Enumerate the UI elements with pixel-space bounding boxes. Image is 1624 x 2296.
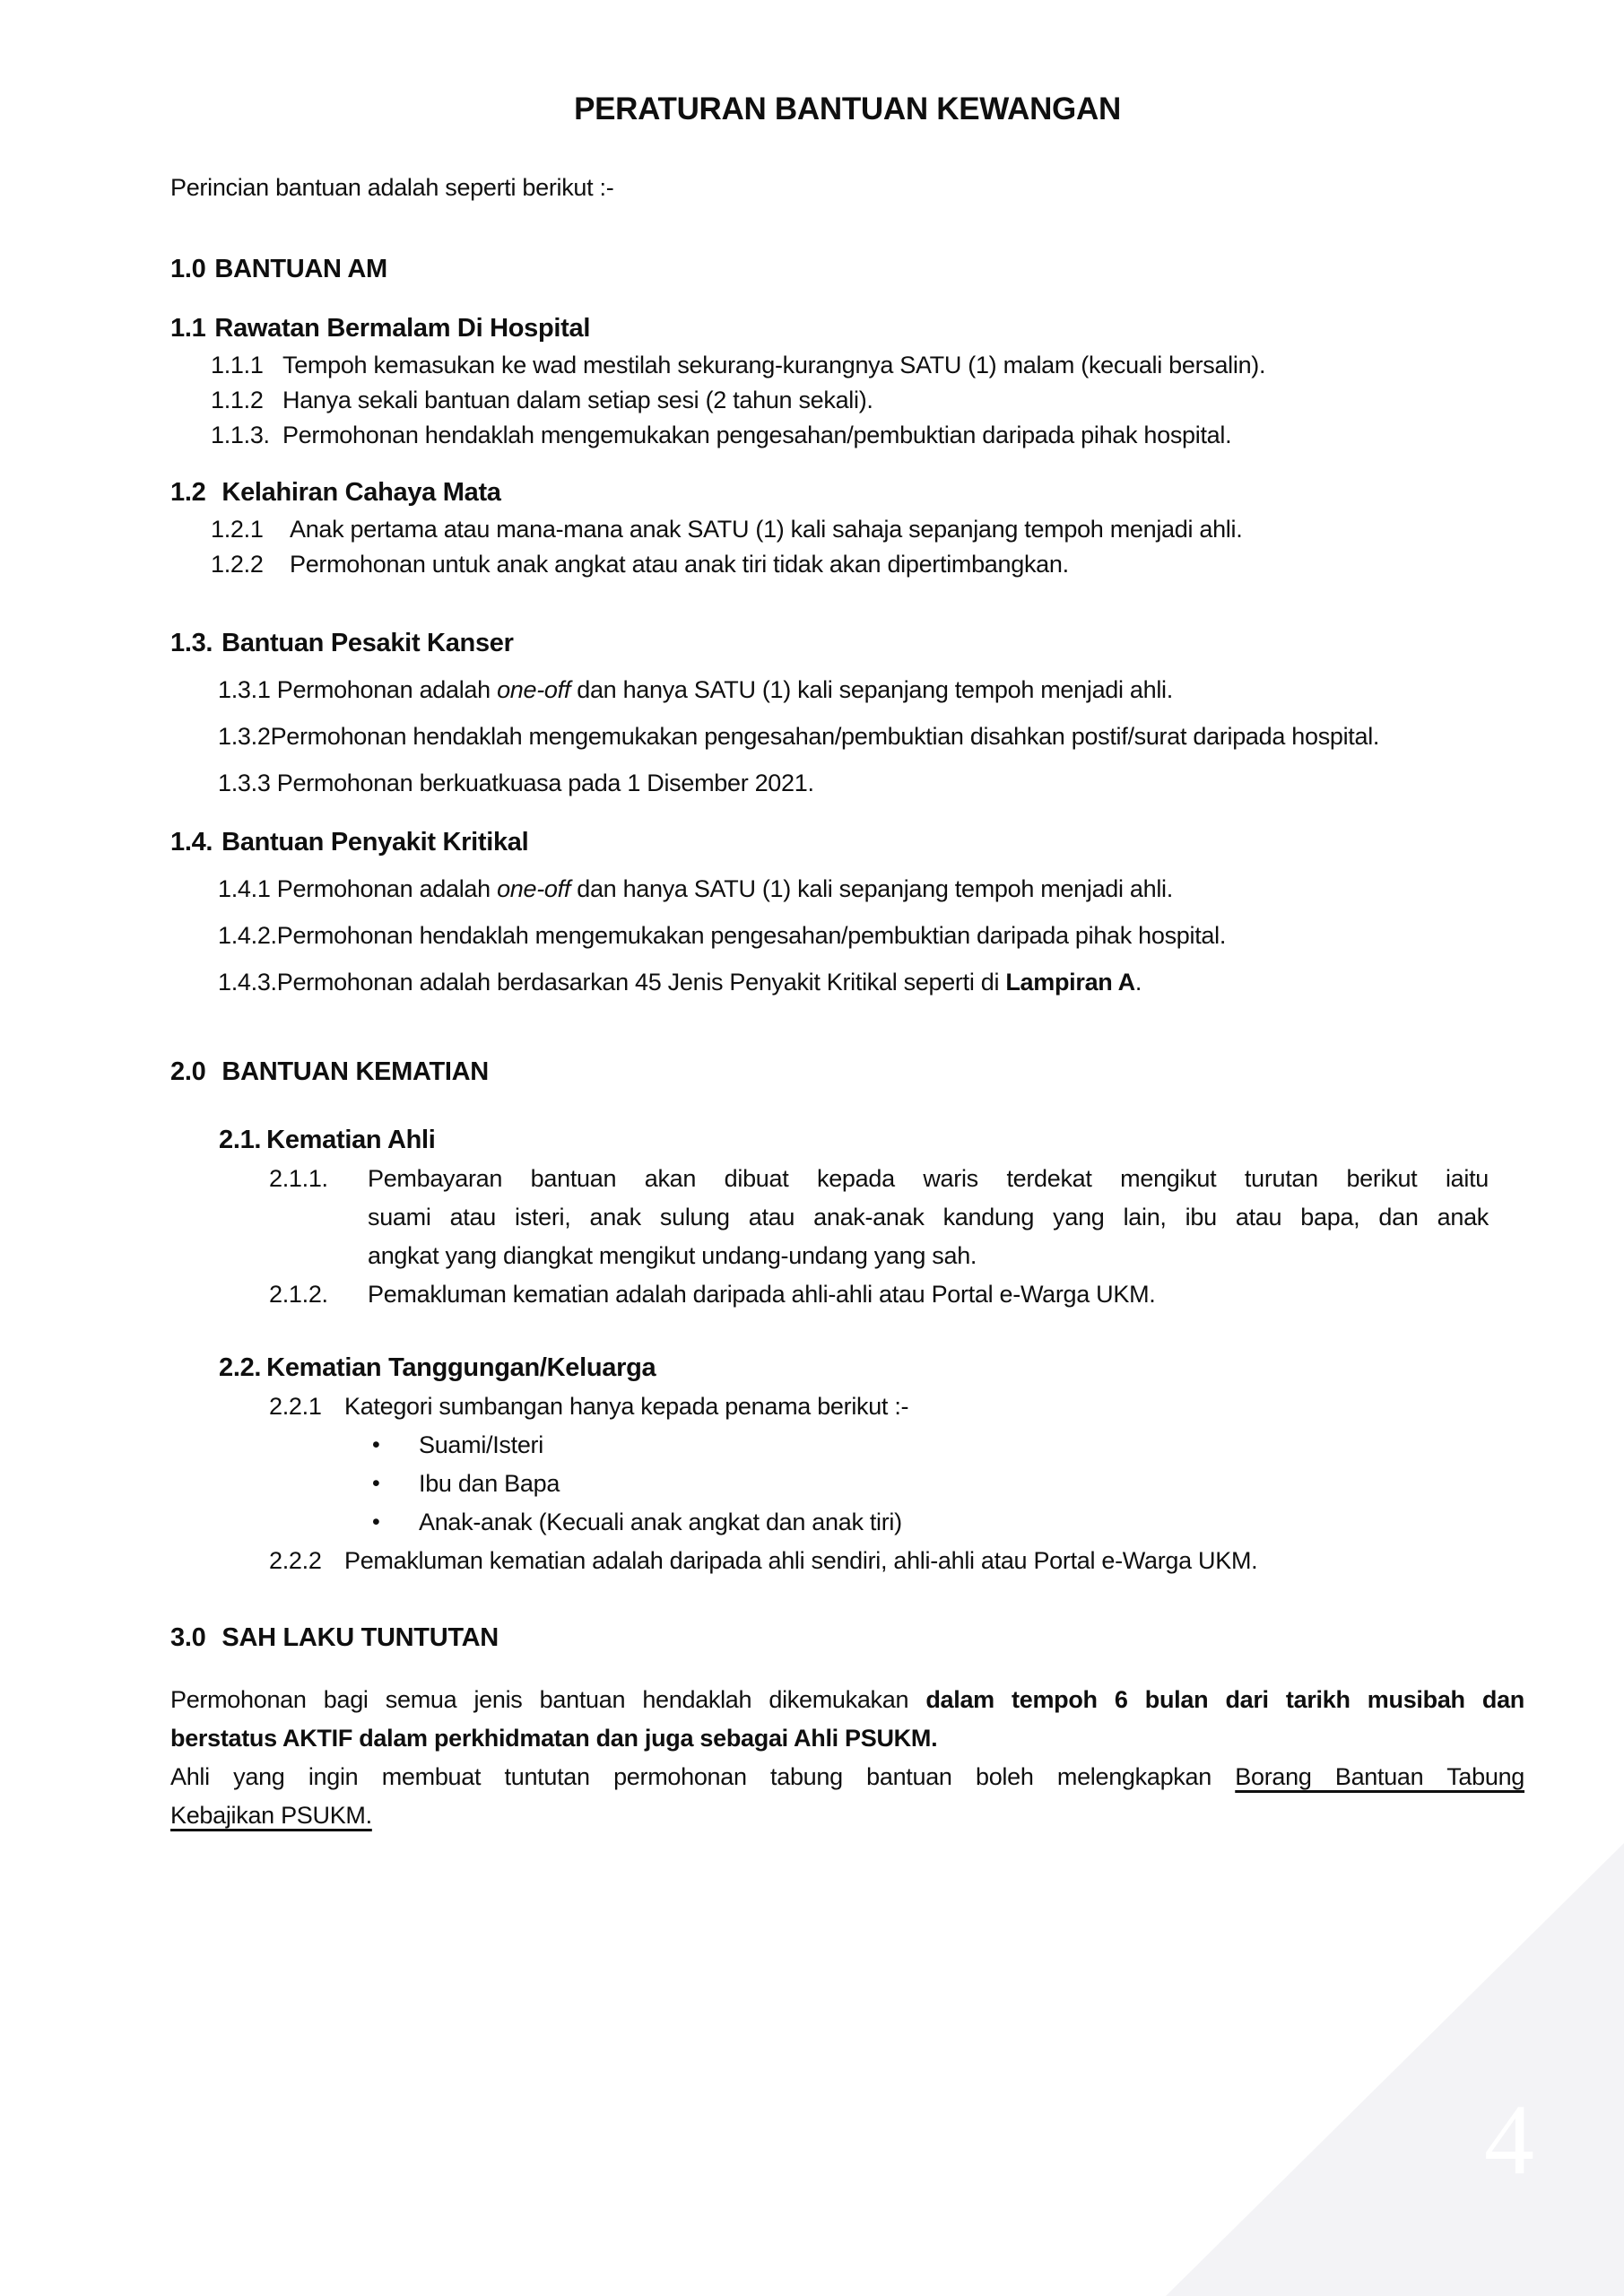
section-1-number: 1.0 xyxy=(170,255,206,283)
clause-1-2-1 xyxy=(211,512,1524,547)
clause-line: suami atau isteri, anak sulung atau anak-anak kandung yang lain, ibu atau bapa, dan anak xyxy=(368,1204,1489,1231)
clause-number: 1.4.1 xyxy=(218,875,271,902)
clause-number: 1.1.2 xyxy=(211,387,264,413)
clause-text: Permohonan berkuatkuasa pada 1 Disember 2021. xyxy=(270,770,814,796)
clause-1-1-1 xyxy=(211,348,1524,383)
bullet-icon: • xyxy=(372,1471,380,1496)
clause-text: . xyxy=(1134,969,1142,996)
validity-paragraph-1 xyxy=(170,1681,1524,1758)
validity-paragraph-2 xyxy=(170,1758,1524,1835)
section-3-title: SAH LAKU TUNTUTAN xyxy=(221,1623,499,1652)
clause-1-2-2 xyxy=(211,547,1524,582)
section-2-2-heading xyxy=(219,1350,1524,1386)
clause-number: 2.1.1. xyxy=(269,1165,328,1192)
intro-text: Perincian bantuan adalah seperti berikut :- xyxy=(170,174,614,201)
bullet-item-suami-isteri xyxy=(372,1426,1524,1465)
paragraph-text: Permohonan bagi semua jenis bantuan hendaklah dikemukakan xyxy=(170,1686,926,1713)
clause-number: 2.1.2. xyxy=(269,1281,328,1308)
clause-text: Permohonan hendaklah mengemukakan pengesahan/pembuktian disahkan postif/surat daripada hospital. xyxy=(270,723,1380,750)
clause-line: Pembayaran bantuan akan dibuat kepada waris terdekat mengikut turutan berikut iaitu xyxy=(368,1165,1489,1192)
page-number: 4 xyxy=(1484,2084,1534,2196)
clause-number: 2.2.1 xyxy=(269,1393,322,1420)
clause-text: Permohonan untuk anak angkat atau anak tiri tidak akan dipertimbangkan. xyxy=(290,551,1069,578)
clause-2-2-1 xyxy=(269,1387,1489,1426)
section-2-heading xyxy=(170,1054,1524,1090)
clause-text: Anak pertama atau mana-mana anak SATU (1) kali sahaja sepanjang tempoh menjadi ahli. xyxy=(290,516,1243,543)
clause-text: dan hanya SATU (1) kali sepanjang tempoh menjadi ahli. xyxy=(570,875,1173,902)
section-1-4-number: 1.4. xyxy=(170,828,213,857)
clause-1-4-2 xyxy=(218,918,1524,953)
paragraph-line xyxy=(170,1719,1524,1758)
paragraph-text-bold: berstatus AKTIF dalam perkhidmatan dan juga sebagai Ahli PSUKM. xyxy=(170,1725,938,1752)
clause-text: Permohonan adalah berdasarkan 45 Jenis Penyakit Kritikal seperti di xyxy=(276,969,1006,996)
paragraph-text-underline: Kebajikan PSUKM. xyxy=(170,1802,372,1829)
section-1-title: BANTUAN AM xyxy=(214,255,387,283)
clause-1-3-3 xyxy=(218,766,1524,801)
section-1-1-number: 1.1 xyxy=(170,314,206,343)
corner-triangle xyxy=(1166,1843,1624,2296)
paragraph-text: Ahli yang ingin membuat tuntutan permohonan tabung bantuan boleh melengkapkan xyxy=(170,1763,1236,1790)
clause-1-3-1 xyxy=(218,673,1524,708)
clause-text: Permohonan hendaklah mengemukakan pengesahan/pembuktian daripada pihak hospital. xyxy=(282,422,1232,448)
clause-1-1-2 xyxy=(211,383,1524,418)
clause-number: 1.2.2 xyxy=(211,551,264,578)
section-2-1-number: 2.1. xyxy=(219,1126,262,1154)
clause-text: dan hanya SATU (1) kali sepanjang tempoh menjadi ahli. xyxy=(570,676,1173,703)
section-1-2-heading xyxy=(170,474,1524,510)
clause-number: 1.3.3 xyxy=(218,770,271,796)
clause-number: 1.2.1 xyxy=(211,516,264,543)
paragraph-line xyxy=(170,1796,1524,1835)
bullet-text: Ibu dan Bapa xyxy=(419,1470,560,1497)
clause-number: 1.4.2. xyxy=(218,922,277,949)
clause-text: Pemakluman kematian adalah daripada ahli sendiri, ahli-ahli atau Portal e-Warga UKM. xyxy=(344,1547,1258,1574)
clause-1-3-2 xyxy=(218,719,1524,754)
section-1-3-heading xyxy=(170,625,1524,661)
clause-number: 1.3.2 xyxy=(218,723,271,750)
document-title: PERATURAN BANTUAN KEWANGAN xyxy=(574,91,1121,126)
clause-number: 1.1.1 xyxy=(211,352,264,378)
clause-text: Pemakluman kematian adalah daripada ahli-ahli atau Portal e-Warga UKM. xyxy=(368,1281,1156,1308)
section-2-1-heading xyxy=(219,1122,1524,1158)
clause-text: Tempoh kemasukan ke wad mestilah sekurang-kurangnya SATU (1) malam (kecuali bersalin). xyxy=(282,352,1266,378)
section-1-2-number: 1.2 xyxy=(170,478,206,507)
section-1-1-heading xyxy=(170,310,1524,346)
clause-text: Kategori sumbangan hanya kepada penama berikut :- xyxy=(344,1393,909,1420)
section-1-1-title: Rawatan Bermalam Di Hospital xyxy=(214,314,591,343)
section-2-2-title: Kematian Tanggungan/Keluarga xyxy=(266,1353,656,1382)
paragraph-line xyxy=(170,1681,1524,1719)
clause-text-italic: one-off xyxy=(497,875,571,902)
section-1-3-number: 1.3. xyxy=(170,629,213,657)
clause-number: 1.4.3. xyxy=(218,969,277,996)
bullet-text: Anak-anak (Kecuali anak angkat dan anak tiri) xyxy=(419,1509,902,1535)
clause-text: Hanya sekali bantuan dalam setiap sesi (2 tahun sekali). xyxy=(282,387,873,413)
clause-2-1-2 xyxy=(269,1275,1489,1314)
bullet-item-ibu-bapa xyxy=(372,1465,1524,1503)
section-1-heading xyxy=(170,251,1524,287)
clause-1-1-3 xyxy=(211,418,1524,453)
clause-number: 1.1.3. xyxy=(211,422,270,448)
clause-2-1-1 xyxy=(269,1160,1489,1275)
clause-text xyxy=(368,1160,1489,1275)
clause-1-4-3 xyxy=(218,965,1524,1000)
paragraph-text-bold: dalam tempoh 6 bulan dari tarikh musibah dan xyxy=(925,1686,1524,1713)
section-2-number: 2.0 xyxy=(170,1057,206,1086)
clause-2-2-2 xyxy=(269,1542,1489,1580)
bullet-item-anak-anak xyxy=(372,1503,1524,1542)
clause-number: 2.2.2 xyxy=(269,1547,322,1574)
section-3-number: 3.0 xyxy=(170,1623,206,1652)
paragraph-line xyxy=(170,1758,1524,1796)
clause-line: angkat yang diangkat mengikut undang-undang yang sah. xyxy=(368,1242,977,1269)
section-1-3-title: Bantuan Pesakit Kanser xyxy=(221,629,514,657)
section-2-title: BANTUAN KEMATIAN xyxy=(221,1057,489,1086)
section-3-heading xyxy=(170,1620,1524,1656)
clause-text: Permohonan adalah xyxy=(270,676,498,703)
bullet-icon: • xyxy=(372,1432,380,1457)
section-1-2-title: Kelahiran Cahaya Mata xyxy=(221,478,501,507)
clause-number: 1.3.1 xyxy=(218,676,271,703)
bullet-icon: • xyxy=(372,1509,380,1535)
clause-text: Permohonan hendaklah mengemukakan pengesahan/pembuktian daripada pihak hospital. xyxy=(276,922,1227,949)
bullet-text: Suami/Isteri xyxy=(419,1431,543,1458)
section-2-2-number: 2.2. xyxy=(219,1353,262,1382)
section-2-1-title: Kematian Ahli xyxy=(266,1126,436,1154)
paragraph-text-underline: Borang Bantuan Tabung xyxy=(1235,1763,1525,1790)
clause-1-4-1 xyxy=(218,872,1524,907)
clause-text-bold: Lampiran A xyxy=(1005,969,1135,996)
clause-text: Permohonan adalah xyxy=(270,875,498,902)
section-1-4-title: Bantuan Penyakit Kritikal xyxy=(221,828,529,857)
clause-text-italic: one-off xyxy=(497,676,571,703)
section-1-4-heading xyxy=(170,824,1524,860)
